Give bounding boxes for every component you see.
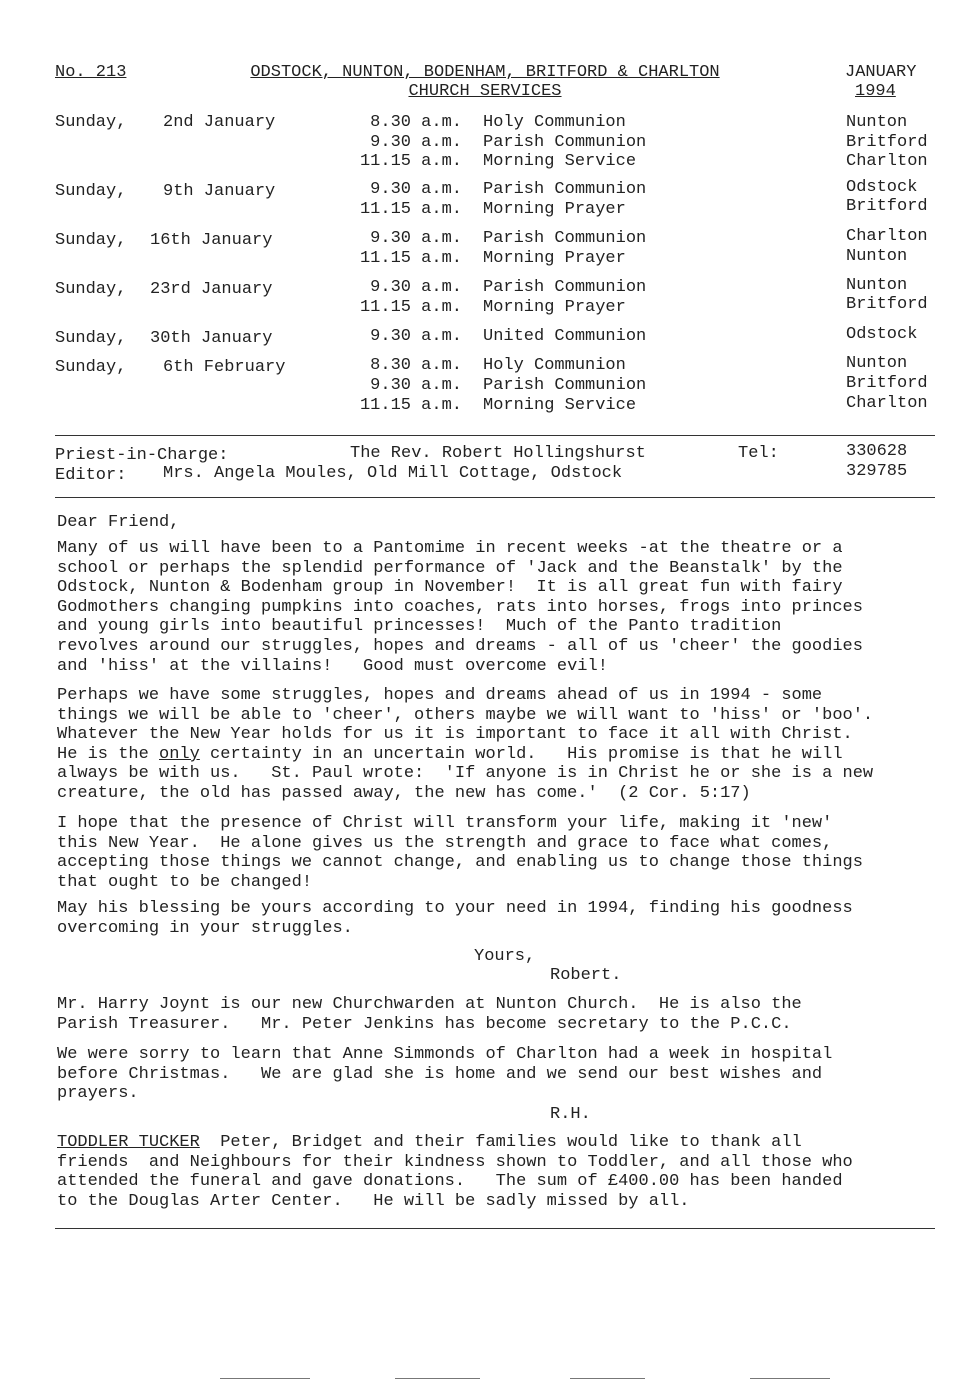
newsletter-title: ODSTOCK, NUNTON, BODENHAM, BRITFORD & CHARLTON	[250, 63, 720, 82]
issue-number: No. 213	[55, 63, 127, 82]
service-day: Sunday,	[55, 113, 127, 132]
issue-year: 1994	[855, 82, 896, 101]
bottom-mark	[570, 1378, 645, 1379]
letter-paragraph: May his blessing be yours according to your need in 1994, finding his goodness overcoming in your struggles.	[57, 899, 853, 938]
service-name: Parish Communion	[483, 229, 647, 248]
letter-closing: Yours,	[474, 947, 536, 966]
service-name: Parish Communion	[483, 376, 647, 395]
service-place: Britford	[846, 133, 928, 152]
divider	[55, 497, 935, 498]
service-place: Charlton	[846, 227, 928, 246]
service-name: United Communion	[483, 327, 647, 346]
service-time: 11.15 a.m.	[359, 396, 462, 415]
service-time: 9.30 a.m.	[370, 229, 462, 248]
service-time: 11.15 a.m.	[359, 249, 462, 268]
service-place: Britford	[846, 197, 928, 216]
service-name: Holy Communion	[483, 113, 626, 132]
service-name: Morning Service	[483, 396, 637, 415]
service-place: Nunton	[846, 354, 908, 373]
service-day: Sunday,	[55, 358, 127, 377]
notice-toddler-tucker: TODDLER TUCKER Peter, Bridget and their families would like to thank all friends and Neighbours for their kindness shown to Toddler, and all those who attended the funeral and gave donations. The sum of £400.00 has been handed to the Douglas Arter Center. He will be sadly missed by all.	[57, 1133, 853, 1211]
priest-name: The Rev. Robert Hollingshurst	[350, 444, 646, 463]
service-name: Holy Communion	[483, 356, 626, 375]
service-place: Charlton	[846, 394, 928, 413]
letter-signature: Robert.	[550, 966, 622, 985]
emphasis-only: only	[159, 744, 200, 764]
service-name: Morning Service	[483, 152, 637, 171]
service-date: 2nd January	[163, 113, 276, 132]
service-time: 11.15 a.m.	[359, 200, 462, 219]
service-day: Sunday,	[55, 182, 127, 201]
service-day: Sunday,	[55, 280, 127, 299]
priest-label: Priest-in-Charge:	[55, 446, 229, 465]
service-day: Sunday,	[55, 329, 127, 348]
service-name: Morning Prayer	[483, 298, 626, 317]
tel-label: Tel:	[738, 444, 779, 463]
service-place: Britford	[846, 374, 928, 393]
service-place: Odstock	[846, 325, 918, 344]
editor-label: Editor:	[55, 466, 127, 485]
service-place: Nunton	[846, 276, 908, 295]
letter-paragraph: Many of us will have been to a Pantomime in recent weeks -at the theatre or a school or perhaps the splendid performance of 'Jack and the Beanstalk' by the Odstock, Nunton & Bodenham group in November! It is all great fun with fairy Godmothers changing pumpkins into coaches, rats into horses, frogs into princes and young girls into beautiful princesses! Much of the Panto tradition revolves around our struggles, hopes and dreams - all of us 'cheer' the goodies and 'hiss' at the villains! Good must overcome evil!	[57, 539, 863, 676]
service-place: Odstock	[846, 178, 918, 197]
service-time: 11.15 a.m.	[359, 298, 462, 317]
service-date: 9th January	[163, 182, 276, 201]
service-name: Parish Communion	[483, 133, 647, 152]
service-name: Morning Prayer	[483, 200, 626, 219]
service-time: 11.15 a.m.	[359, 152, 462, 171]
divider	[55, 435, 935, 436]
service-time: 9.30 a.m.	[370, 376, 462, 395]
editor-tel: 329785	[846, 462, 908, 481]
bottom-mark	[750, 1378, 830, 1379]
service-date: 16th January	[150, 231, 273, 250]
bottom-mark	[220, 1378, 310, 1379]
service-time: 9.30 a.m.	[370, 327, 462, 346]
priest-tel: 330628	[846, 442, 908, 461]
service-time: 9.30 a.m.	[370, 133, 462, 152]
notice-hospital: We were sorry to learn that Anne Simmonds of Charlton had a week in hospital before Christmas. We are glad she is home and we send our best wishes and prayers.	[57, 1045, 833, 1104]
notice-churchwarden: Mr. Harry Joynt is our new Churchwarden at Nunton Church. He is also the Parish Treasurer. Mr. Peter Jenkins has become secretary to the P.C.C.	[57, 995, 802, 1034]
letter-paragraph: Perhaps we have some struggles, hopes and dreams ahead of us in 1994 - some things we will be able to 'cheer', others maybe we will want to 'hiss' or 'boo'. Whatever the New Year holds for us it is important to face it all with Christ. He is the only certainty in an uncertain world. His promise is that he will always be with us. St. Paul wrote: 'If anyone is in Christ he or she is a new creature, the old has passed away, the new has come.' (2 Cor. 5:17)	[57, 686, 874, 803]
service-place: Nunton	[846, 113, 908, 132]
service-day: Sunday,	[55, 231, 127, 250]
notice-heading: TODDLER TUCKER	[57, 1133, 200, 1152]
service-time: 9.30 a.m.	[370, 180, 462, 199]
issue-month: JANUARY	[845, 63, 917, 82]
editor-name: Mrs. Angela Moules, Old Mill Cottage, Odstock	[163, 464, 623, 483]
letter-greeting: Dear Friend,	[57, 513, 180, 532]
service-name: Morning Prayer	[483, 249, 626, 268]
divider	[55, 1228, 935, 1229]
service-name: Parish Communion	[483, 180, 647, 199]
service-date: 23rd January	[150, 280, 273, 299]
service-time: 8.30 a.m.	[370, 356, 462, 375]
service-time: 9.30 a.m.	[370, 278, 462, 297]
service-place: Charlton	[846, 152, 928, 171]
service-place: Nunton	[846, 247, 908, 266]
notice-initials: R.H.	[550, 1105, 591, 1124]
letter-paragraph: I hope that the presence of Christ will transform your life, making it 'new' this New Year. He alone gives us the strength and grace to face what comes, accepting those things we cannot change, and enabling us to change those things that ought to be changed!	[57, 814, 863, 892]
newsletter-subtitle: CHURCH SERVICES	[408, 82, 562, 101]
service-date: 30th January	[150, 329, 273, 348]
service-name: Parish Communion	[483, 278, 647, 297]
bottom-mark	[395, 1378, 480, 1379]
service-time: 8.30 a.m.	[370, 113, 462, 132]
service-date: 6th February	[163, 358, 286, 377]
service-place: Britford	[846, 295, 928, 314]
